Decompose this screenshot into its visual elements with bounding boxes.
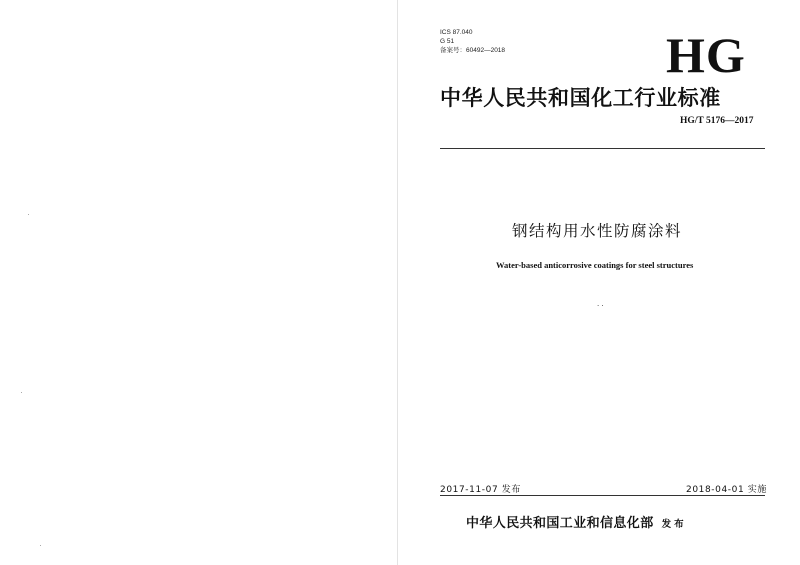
publisher-line bbox=[466, 512, 687, 531]
top-divider bbox=[440, 148, 765, 149]
scan-speck bbox=[40, 545, 41, 546]
filing-number: 备案号：60492—2018 bbox=[440, 47, 506, 54]
classification-block bbox=[440, 28, 505, 55]
hg-logo: HG bbox=[666, 27, 746, 83]
scan-speck bbox=[28, 214, 29, 215]
publisher-action: 发布 bbox=[661, 519, 687, 530]
industry-standard-title: 中华人民共和国化工行业标准 bbox=[440, 86, 721, 110]
ics-code: ICS 87.040 bbox=[440, 29, 473, 36]
document-title-en: Water-based anticorrosive coatings for steel structures bbox=[496, 260, 694, 270]
standard-number: HG/T 5176—2017 bbox=[680, 116, 754, 126]
scan-speck bbox=[21, 392, 22, 393]
issue-date: 2017-11-07 发布 bbox=[440, 485, 521, 495]
stray-mark: · · bbox=[597, 302, 604, 310]
implementation-date: 2018-04-01 实施 bbox=[686, 485, 767, 495]
page-fold bbox=[397, 0, 398, 565]
publisher-name: 中华人民共和国工业和信息化部 bbox=[466, 516, 654, 531]
bottom-divider bbox=[440, 495, 765, 496]
ccs-code: G 51 bbox=[440, 38, 455, 45]
document-title-cn: 钢结构用水性防腐涂料 bbox=[512, 222, 683, 240]
